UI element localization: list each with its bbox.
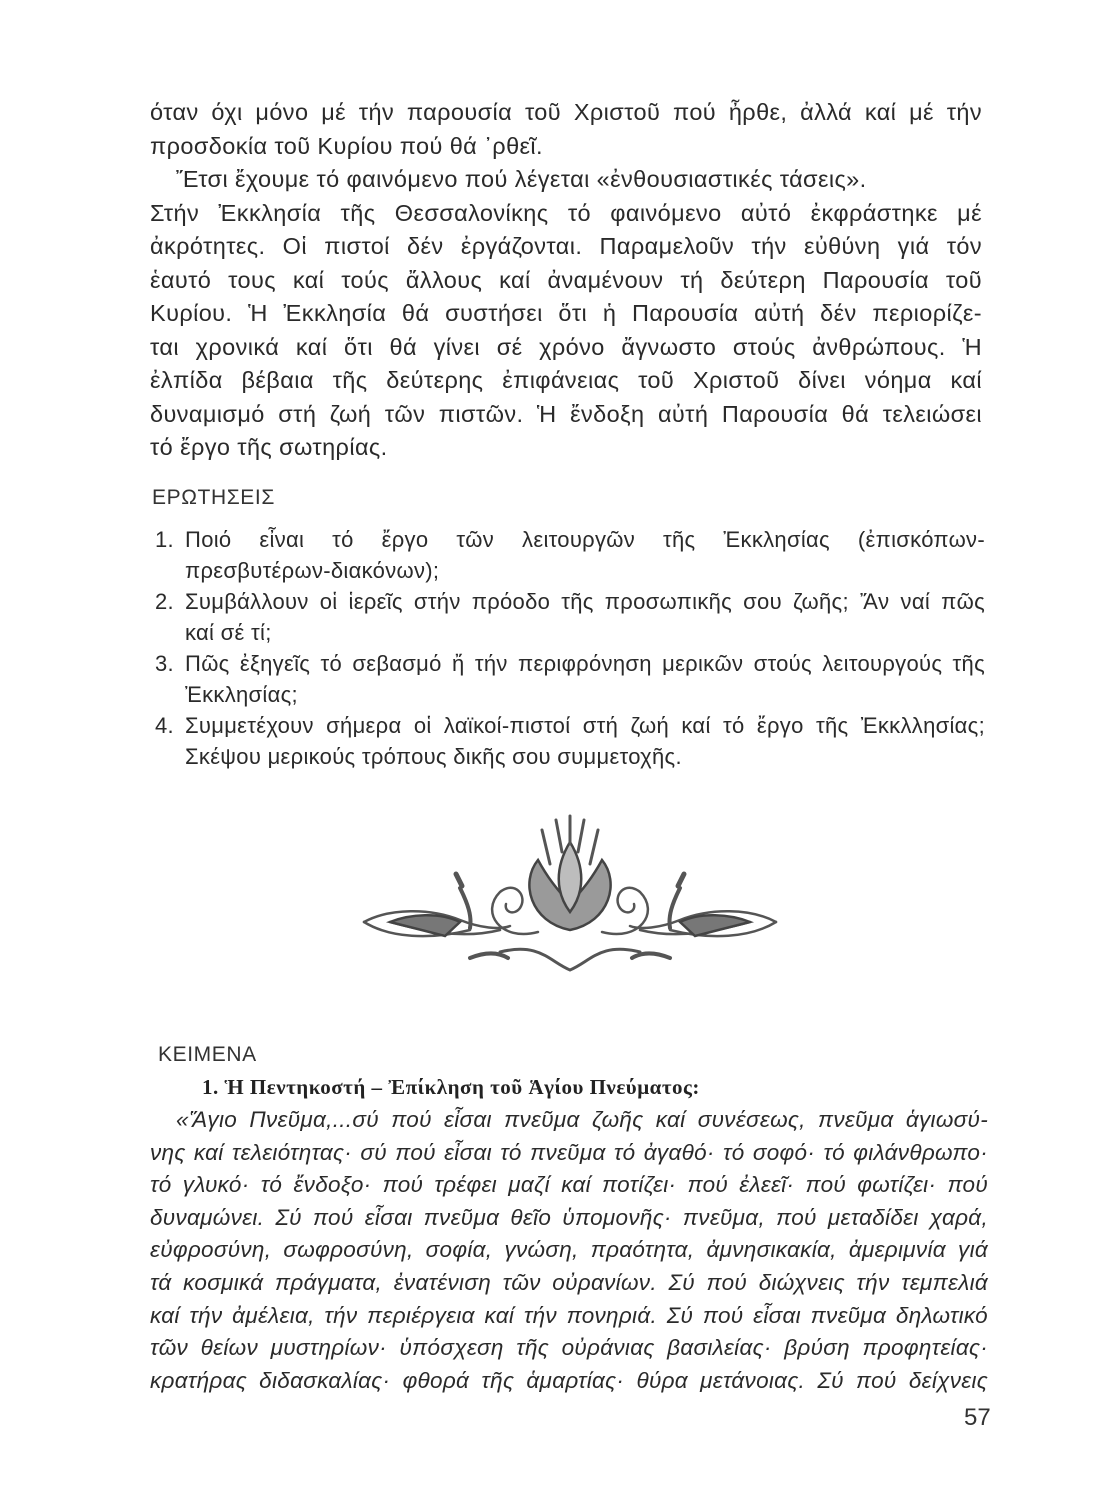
question-number: 1. <box>155 527 174 552</box>
quote-line: νης καί τελειότητας· σύ πού εἶσαι τό πνεῦμα τό ἀγαθό· τό σοφό· τό φιλάνθρωπο· <box>150 1139 988 1165</box>
texts-heading: ΚΕΙΜΕΝΑ <box>158 1043 257 1066</box>
quote-line: καί τήν ἀμέλεια, τήν περιέργεια καί τήν πονηριά. Σύ πού εἶσαι πνεῦμα δηλωτικό <box>150 1302 988 1328</box>
question-line: Σκέψου μερικούς τρόπους δικῆς σου συμμετοχῆς. <box>185 744 682 769</box>
quote-line: τῶν θείων μυστηρίων· ὑπόσχεση τῆς οὐράνιας βασιλείας· βρύση προφητείας· <box>150 1335 988 1361</box>
paragraph-line: δυναμισμό στή ζωή τῶν πιστῶν. Ἡ ἔνδοξη αὐτή Παρουσία θά τελειώσει <box>150 400 982 427</box>
question-item <box>155 586 985 648</box>
paragraph-line: τό ἔργο τῆς σωτηρίας. <box>150 434 388 460</box>
question-line: Ποιό εἶναι τό ἔργο τῶν λειτουργῶν τῆς Ἐκκλησίας (ἐπισκόπων- <box>185 527 985 552</box>
quote-line: εὐφροσύνη, σωφροσύνη, σοφία, γνώση, πραότητα, ἀμνησικακία, ἀμεριμνία γιά <box>150 1237 988 1263</box>
question-line: Ἐκκλησίας; <box>185 682 298 707</box>
question-line: Πῶς ἐξηγεῖς τό σεβασμό ἤ τήν περιφρόνηση μερικῶν στούς λειτουργούς τῆς <box>185 651 985 676</box>
question-line: Συμβάλλουν οἱ ἱερεῖς στήν πρόοδο τῆς προσωπικῆς σου ζωῆς; Ἄν ναί πῶς <box>185 589 985 614</box>
paragraph-line: όταν όχι μόνο μέ τήν παρουσία τοῦ Χριστοῦ πού ἦρθε, ἀλλά καί μέ τήν <box>150 99 982 125</box>
question-line: Συμμετέχουν σήμερα οἱ λαϊκοί-πιστοί στή ζωή καί τό ἔργο τῆς Ἐκκλλησίας; <box>185 713 985 738</box>
quote-line: «Ἅγιο Πνεῦμα,...σύ πού εἶσαι πνεῦμα ζωῆς καί συνέσεως, πνεῦμα ἁγιωσύ- <box>176 1107 988 1132</box>
quote-line: τό γλυκό· τό ἔνδοξο· πού τρέφει μαζί καί ποτίζει· πού ἐλεεῖ· πού φωτίζει· πού <box>150 1172 988 1198</box>
paragraph-line: ται χρονικά καί ὅτι θά γίνει σέ χρόνο ἄγνωστο στούς ἀνθρώπους. Ἡ <box>150 333 982 360</box>
paragraph-line: Στήν Ἐκκλησία τῆς Θεσσαλονίκης τό φαινόμενο αὐτό ἐκφράστηκε μέ <box>150 199 982 226</box>
paragraph-line: ἀκρότητες. Οἱ πιστοί δέν ἐργάζονται. Παραμελοῦν τήν εὐθύνη γιά τόν <box>150 233 982 259</box>
main-paragraph <box>150 96 982 465</box>
question-item <box>155 648 985 710</box>
quote-line: τά κοσμικά πράγματα, ἐνατένιση τῶν οὐρανίων. Σύ πού διώχνεις τήν τεμπελιά <box>150 1269 988 1295</box>
question-number: 4. <box>155 713 174 738</box>
questions-heading: ΕΡΩΤΗΣΕΙΣ <box>152 486 275 509</box>
quote-line: κρατήρας διδασκαλίας· φθορά τῆς ἁμαρτίας· θύρα μετάνοιας. Σύ πού δείχνεις <box>150 1367 988 1393</box>
question-line: καί σέ τί; <box>185 620 272 645</box>
page-number: 57 <box>964 1404 991 1431</box>
floral-ornament-icon <box>350 812 790 982</box>
quote-block <box>150 1104 988 1397</box>
question-number: 2. <box>155 589 174 614</box>
questions-list <box>155 524 985 772</box>
quote-line: δυναμώνει. Σύ πού εἶσαι πνεῦμα θεῖο ὑπομονῆς· πνεῦμα, πού μεταδίδει χαρά, <box>150 1204 988 1230</box>
paragraph-line: ἑαυτό τους καί τούς ἄλλους καί ἀναμένουν τή δεύτερη Παρουσία τοῦ <box>150 266 982 293</box>
question-line: πρεσβυτέρων-διακόνων); <box>185 558 440 583</box>
texts-section <box>150 1070 988 1397</box>
paragraph-line: Ἔτσι ἔχουμε τό φαινόμενο πού λέγεται «ἐνθουσιαστικές τάσεις». <box>176 166 867 192</box>
paragraph-line: Κυρίου. Ἡ Ἐκκλησία θά συστήσει ὅτι ἡ Παρουσία αὐτή δέν περιορίζε- <box>150 300 982 326</box>
paragraph-line: ἐλπίδα βέβαια τῆς δεύτερης ἐπιφάνειας τοῦ Χριστοῦ δίνει νόημα καί <box>150 367 982 393</box>
question-item <box>155 524 985 586</box>
question-number: 3. <box>155 651 174 676</box>
text-item-title: 1. Ἡ Πεντηκοστή – Ἐπίκληση τοῦ Ἁγίου Πνεύματος: <box>202 1075 700 1099</box>
paragraph-line: προσδοκία τοῦ Κυρίου πού θά ᾿ρθεῖ. <box>150 132 543 159</box>
question-item <box>155 710 985 772</box>
